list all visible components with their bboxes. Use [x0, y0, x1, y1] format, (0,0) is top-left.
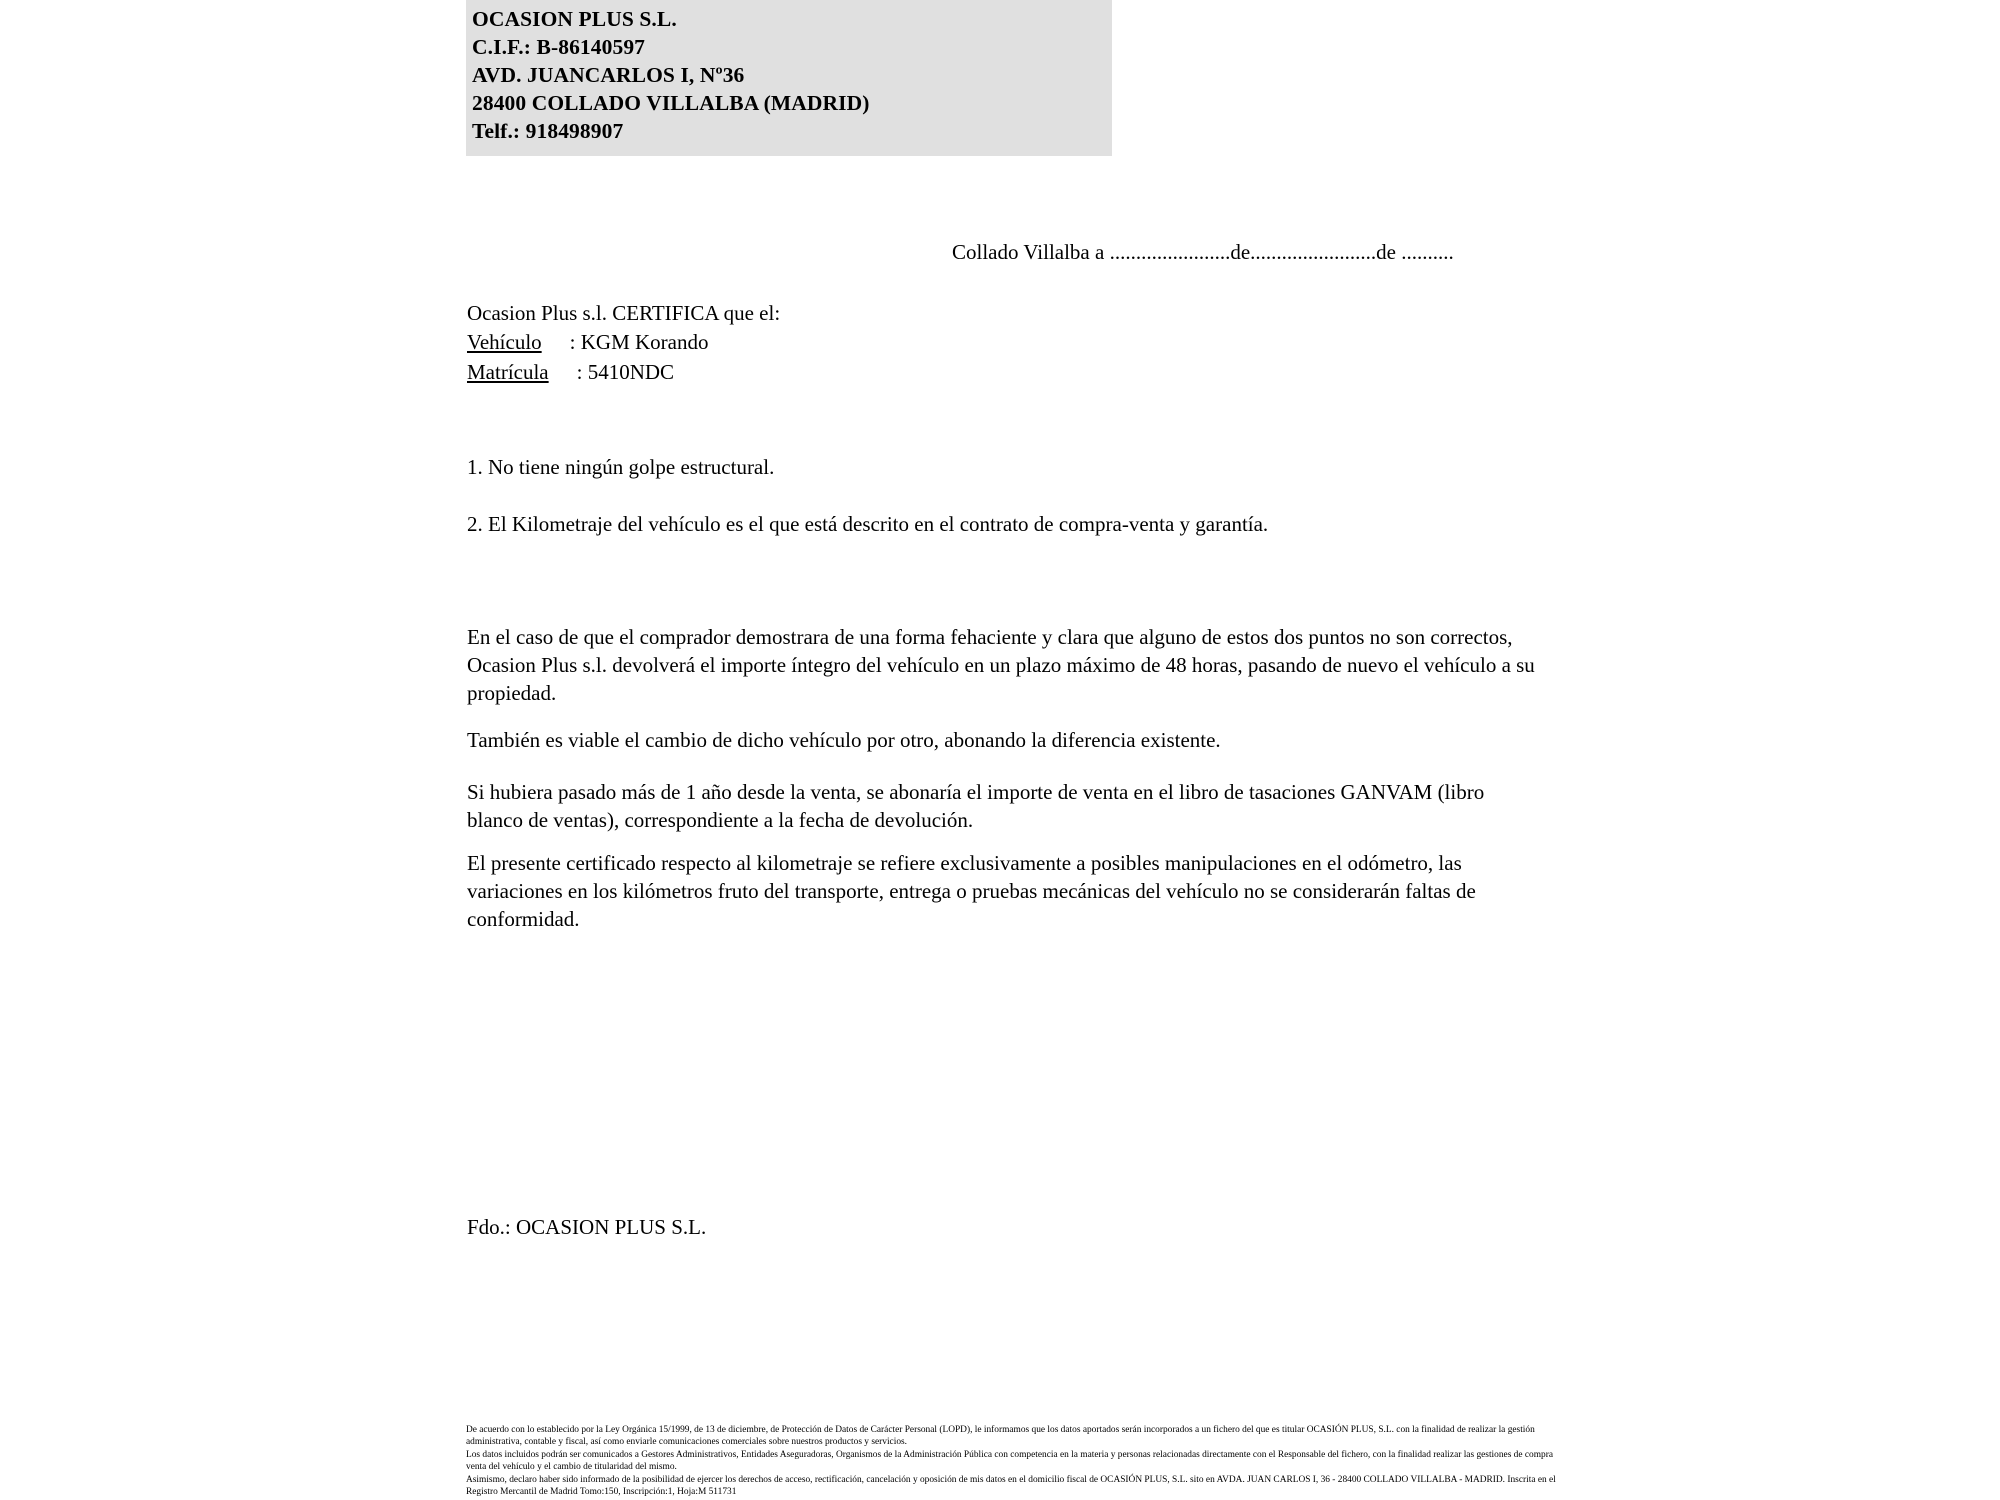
legal-line-3: Asimismo, declaro haber sido informado de la posibilidad de ejercer los derechos de acceso, rectificación, cancelación y oposición de mis datos en el domicilio fiscal de OCASIÓN PLUS, S.L. sito en AVDA. JUAN CARLOS I, 36 - 28400 COLLADO VILLALBA - MADRID. Inscrita en el Registro Mercantil de Madrid Tomo:150, Inscripción:1, Hoja:M 511731 — [466, 1475, 1556, 1498]
point-2: 2. El Kilometraje del vehículo es el que está descrito en el contrato de compra-venta y garantía. — [467, 512, 1269, 536]
legal-line-2: Los datos incluidos podrán ser comunicados a Gestores Administrativos, Entidades Aseguradoras, Organismos de la Administración Pública con competencia en la materia y personas relacionadas directamente con el Responsable del fichero, con la finalidad realizar las gestiones de compra venta del vehículo y el cambio de titularidad del mismo. — [466, 1450, 1553, 1473]
letterhead-cif: C.I.F.: B-86140597 — [472, 34, 646, 59]
letterhead-city: 28400 COLLADO VILLALBA (MADRID) — [472, 90, 870, 115]
signature-line: Fdo.: OCASION PLUS S.L. — [467, 1215, 707, 1239]
vehicle-label: Vehículo — [467, 330, 542, 355]
letterhead-company-name: OCASION PLUS S.L. — [472, 7, 677, 31]
plate-label: Matrícula — [467, 359, 549, 384]
vehicle-value: : KGM Korando — [569, 330, 709, 355]
paragraph-refund: En el caso de que el comprador demostrara de una forma fehaciente y clara que alguno de estos dos puntos no son correctos, Ocasion Plus s.l. devolverá el importe íntegro del vehículo en un plazo máximo de 48 horas, pasando de nuevo el vehículo a su propiedad. — [467, 625, 1535, 705]
letterhead-block — [466, 0, 1112, 156]
legal-footer — [466, 1424, 1566, 1499]
certification-intro: Ocasion Plus s.l. CERTIFICA que el: — [467, 301, 781, 325]
vehicle-row — [467, 329, 780, 356]
letterhead-phone: Telf.: 918498907 — [472, 118, 624, 143]
paragraph-exchange: También es viable el cambio de dicho vehículo por otro, abonando la diferencia existente. — [467, 728, 1221, 752]
letterhead-address: AVD. JUANCARLOS I, Nº36 — [472, 62, 745, 87]
paragraph-odometer: El presente certificado respecto al kilometraje se refiere exclusivamente a posibles manipulaciones en el odómetro, las variaciones en los kilómetros fruto del transporte, entrega o pruebas mecánicas del vehículo no se considerarán faltas de conformidad. — [467, 851, 1476, 931]
legal-line-1: De acuerdo con lo establecido por la Ley Orgánica 15/1999, de 13 de diciembre, de Protección de Datos de Carácter Personal (LOPD), le informamos que los datos aportados serán incorporados a un fichero del que es titular OCASIÓN PLUS, S.L. con la finalidad de realizar la gestión administrativa, contable y fiscal, así como enviarle comunicaciones comerciales sobre nuestros productos y servicios. — [466, 1425, 1535, 1448]
plate-value: : 5410NDC — [576, 359, 675, 384]
plate-row — [467, 359, 780, 386]
point-1: 1. No tiene ningún golpe estructural. — [467, 455, 775, 479]
paragraph-ganvam: Si hubiera pasado más de 1 año desde la venta, se abonaría el importe de venta en el libro de tasaciones GANVAM (libro blanco de ventas), correspondiente a la fecha de devolución. — [467, 780, 1485, 832]
certification-block — [467, 300, 780, 388]
date-line: Collado Villalba a .......................de........................de .......... — [952, 240, 1454, 264]
